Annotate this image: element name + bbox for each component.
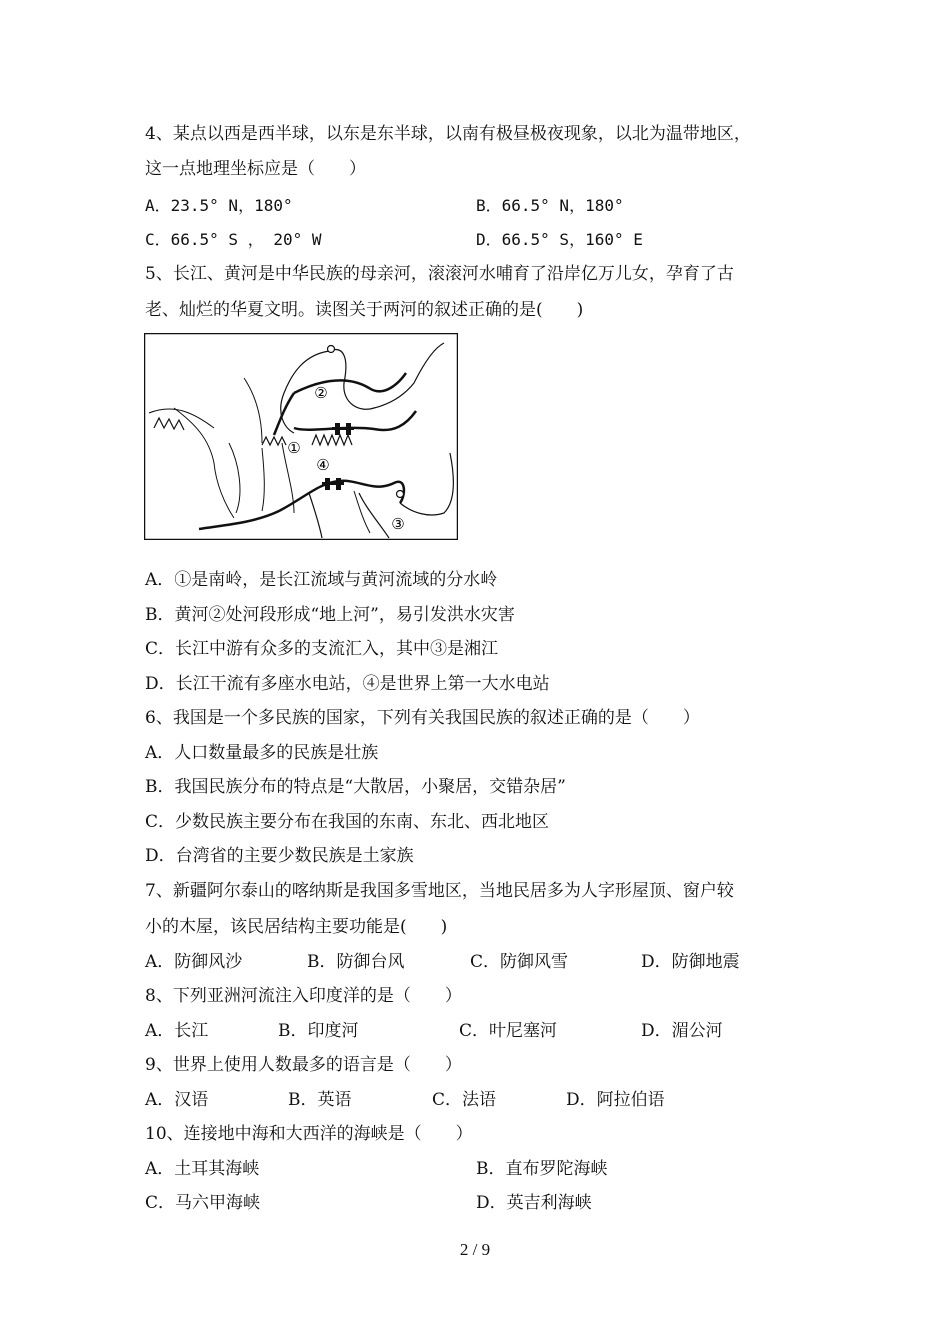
q6-stem: 6、我国是一个多民族的国家，下列有关我国民族的叙述正确的是（ ） (145, 708, 700, 728)
q8-option-c: C．叶尼塞河 (459, 1021, 558, 1041)
q7-option-b: B．防御台风 (307, 952, 405, 972)
q6-option-d: D．台湾省的主要少数民族是土家族 (145, 846, 414, 866)
q8-option-b: B．印度河 (278, 1021, 359, 1041)
map-label-1: ① (287, 439, 301, 457)
q5-option-c: C．长江中游有众多的支流汇入，其中③是湘江 (145, 639, 499, 659)
q5-stem-line2: 老、灿烂的华夏文明。读图关于两河的叙述正确的是( ) (145, 300, 584, 320)
q10-option-a: A．土耳其海峡 (145, 1159, 260, 1179)
q4-option-a: A．23.5° N，180° (145, 196, 293, 215)
river-source-circle (328, 346, 335, 353)
q5-option-b: B．黄河②处河段形成“地上河”，易引发洪水灾害 (145, 605, 515, 625)
q10-stem: 10、连接地中海和大西洋的海峡是（ ） (145, 1124, 473, 1144)
q5-option-d: D．长江干流有多座水电站，④是世界上第一大水电站 (145, 674, 550, 694)
q8-option-a: A．长江 (145, 1021, 209, 1041)
q4-option-b: B．66.5° N，180° (476, 196, 624, 215)
q10-option-b: B．直布罗陀海峡 (476, 1159, 608, 1179)
q9-option-a: A．汉语 (145, 1090, 209, 1110)
map-label-4: ④ (316, 456, 330, 474)
q6-option-a: A．人口数量最多的民族是壮族 (145, 743, 379, 763)
q5-option-a: A．①是南岭，是长江流域与黄河流域的分水岭 (145, 570, 498, 590)
q8-stem: 8、下列亚洲河流注入印度洋的是（ ） (145, 986, 462, 1006)
q9-option-d: D．阿拉伯语 (566, 1090, 665, 1110)
q4-option-d: D．66.5° S，160° E (476, 230, 643, 249)
map-label-3: ③ (391, 515, 405, 533)
q9-stem: 9、世界上使用人数最多的语言是（ ） (145, 1055, 462, 1075)
river-mouth-circle (397, 491, 404, 498)
q7-stem-line1: 7、新疆阿尔泰山的喀纳斯是我国多雪地区，当地民居多为人字形屋顶、窗户较 (145, 881, 734, 901)
q10-option-d: D．英吉利海峡 (476, 1193, 592, 1213)
q9-option-c: C．法语 (432, 1090, 497, 1110)
q6-option-c: C．少数民族主要分布在我国的东南、东北、西北地区 (145, 812, 550, 832)
page-number: 2 / 9 (459, 1240, 491, 1259)
map-label-2: ② (314, 384, 328, 402)
river-map (144, 333, 458, 540)
q8-option-d: D．湄公河 (641, 1021, 723, 1041)
q4-stem-line2: 这一点地理坐标应是（ ） (145, 159, 366, 179)
q7-option-d: D．防御地震 (641, 952, 740, 972)
q7-option-a: A．防御风沙 (145, 952, 243, 972)
q5-stem-line1: 5、长江、黄河是中华民族的母亲河，滚滚河水哺育了沿岸亿万儿女，孕育了古 (145, 264, 734, 284)
q7-stem-line2: 小的木屋，该民居结构主要功能是( ) (145, 917, 448, 937)
q7-option-c: C．防御风雪 (470, 952, 569, 972)
q9-option-b: B．英语 (288, 1090, 352, 1110)
q6-option-b: B．我国民族分布的特点是“大散居，小聚居，交错杂居” (145, 777, 566, 797)
q4-stem-line1: 4、某点以西是西半球，以东是东半球，以南有极昼极夜现象，以北为温带地区， (145, 124, 751, 144)
q10-option-c: C．马六甲海峡 (145, 1193, 261, 1213)
q4-option-c: C．66.5° S ， 20° W (145, 230, 322, 249)
